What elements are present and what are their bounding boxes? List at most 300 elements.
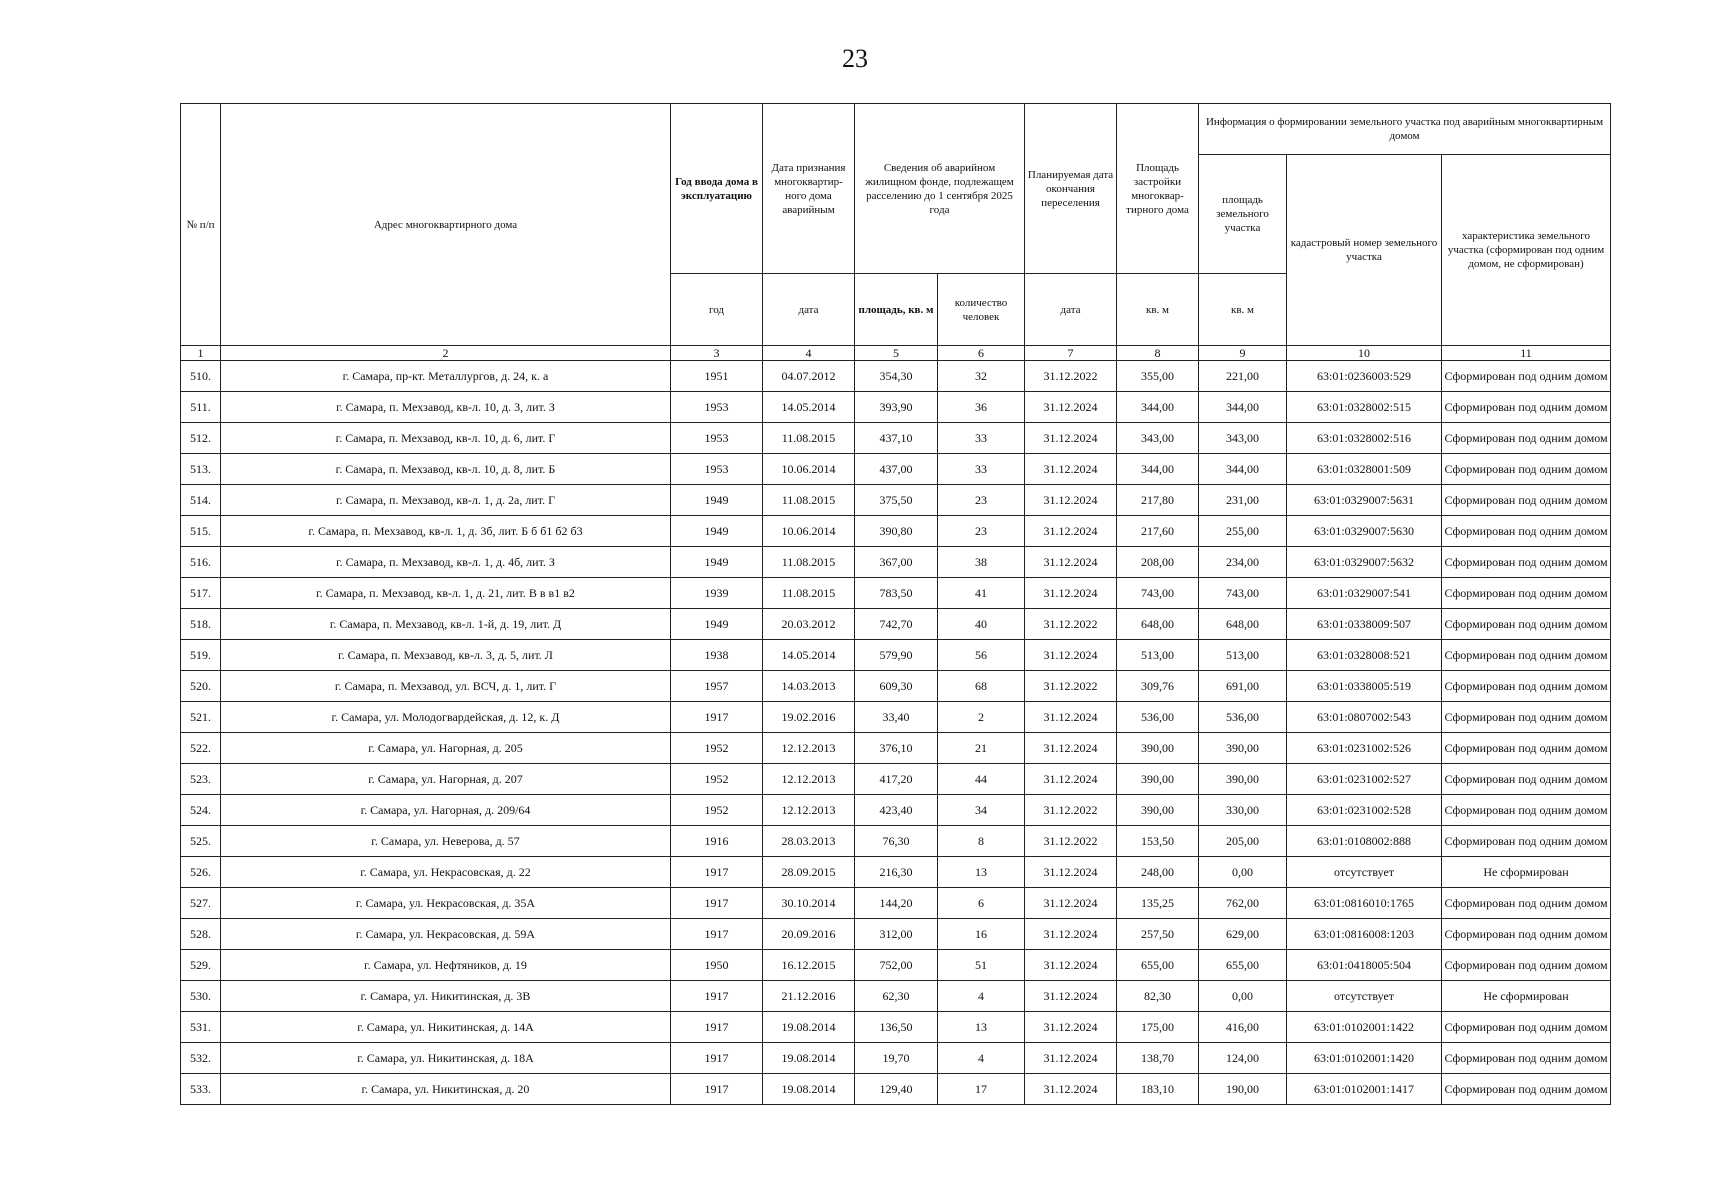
cell-area: 437,10: [855, 423, 938, 454]
cell-address: г. Самара, ул. Нефтяников, д. 19: [221, 950, 671, 981]
cell-cadastral-number: 63:01:0328001:509: [1287, 454, 1442, 485]
cell-recognition-date: 11.08.2015: [763, 423, 855, 454]
cell-cadastral-number: 63:01:0102001:1417: [1287, 1074, 1442, 1105]
cell-year: 1916: [671, 826, 763, 857]
cell-address: г. Самара, п. Мехзавод, кв-л. 10, д. 8, лит. Б: [221, 454, 671, 485]
cell-year: 1953: [671, 392, 763, 423]
cell-people: 4: [938, 1043, 1025, 1074]
cell-resettlement-date: 31.12.2024: [1025, 485, 1117, 516]
cell-land-area: 390,00: [1199, 764, 1287, 795]
table-row: [181, 485, 1611, 516]
cell-people: 21: [938, 733, 1025, 764]
cell-year: 1953: [671, 423, 763, 454]
cell-area: 376,10: [855, 733, 938, 764]
unit-people: количество человек: [938, 274, 1025, 346]
table-row: [181, 950, 1611, 981]
cell-area: 417,20: [855, 764, 938, 795]
cell-address: г. Самара, ул. Никитинская, д. 18А: [221, 1043, 671, 1074]
cell-land-status: Сформирован под одним домом: [1442, 392, 1611, 423]
cell-people: 33: [938, 454, 1025, 485]
cell-building-area: 390,00: [1117, 795, 1199, 826]
cell-row-number: 525.: [181, 826, 221, 857]
cell-recognition-date: 14.05.2014: [763, 640, 855, 671]
cell-land-status: Сформирован под одним домом: [1442, 485, 1611, 516]
cell-row-number: 510.: [181, 361, 221, 392]
header-characteristic: характеристика земельного участка (сформирован под одним домом, не сформирован): [1442, 155, 1611, 346]
cell-cadastral-number: 63:01:0231002:526: [1287, 733, 1442, 764]
cell-address: г. Самара, ул. Никитинская, д. 20: [221, 1074, 671, 1105]
cell-recognition-date: 11.08.2015: [763, 578, 855, 609]
column-number: 11: [1442, 346, 1611, 361]
page-number: 23: [842, 44, 868, 73]
cell-cadastral-number: 63:01:0329007:5632: [1287, 547, 1442, 578]
cell-land-status: Сформирован под одним домом: [1442, 950, 1611, 981]
cell-address: г. Самара, ул. Неверова, д. 57: [221, 826, 671, 857]
cell-row-number: 532.: [181, 1043, 221, 1074]
cell-resettlement-date: 31.12.2024: [1025, 392, 1117, 423]
cell-row-number: 521.: [181, 702, 221, 733]
cell-people: 68: [938, 671, 1025, 702]
cell-resettlement-date: 31.12.2024: [1025, 764, 1117, 795]
cell-resettlement-date: 31.12.2024: [1025, 547, 1117, 578]
cell-people: 51: [938, 950, 1025, 981]
cell-area: 76,30: [855, 826, 938, 857]
cell-land-status: Сформирован под одним домом: [1442, 640, 1611, 671]
unit-land-sqm: кв. м: [1199, 274, 1287, 346]
cell-year: 1950: [671, 950, 763, 981]
cell-recognition-date: 12.12.2013: [763, 764, 855, 795]
cell-year: 1957: [671, 671, 763, 702]
table-row: [181, 1043, 1611, 1074]
cell-year: 1949: [671, 547, 763, 578]
cell-cadastral-number: 63:01:0236003:529: [1287, 361, 1442, 392]
cell-building-area: 536,00: [1117, 702, 1199, 733]
cell-resettlement-date: 31.12.2024: [1025, 423, 1117, 454]
table-row: [181, 981, 1611, 1012]
column-number: 8: [1117, 346, 1199, 361]
cell-row-number: 518.: [181, 609, 221, 640]
cell-address: г. Самара, п. Мехзавод, кв-л. 1, д. 3б, лит. Б б б1 б2 б3: [221, 516, 671, 547]
cell-resettlement-date: 31.12.2024: [1025, 1074, 1117, 1105]
cell-land-area: 762,00: [1199, 888, 1287, 919]
cell-land-status: Сформирован под одним домом: [1442, 826, 1611, 857]
cell-row-number: 528.: [181, 919, 221, 950]
cell-land-status: Сформирован под одним домом: [1442, 795, 1611, 826]
cell-cadastral-number: 63:01:0328002:515: [1287, 392, 1442, 423]
cell-land-status: Сформирован под одним домом: [1442, 609, 1611, 640]
cell-people: 33: [938, 423, 1025, 454]
cell-address: г. Самара, п. Мехзавод, кв-л. 1, д. 2а, лит. Г: [221, 485, 671, 516]
cell-row-number: 523.: [181, 764, 221, 795]
cell-resettlement-date: 31.12.2024: [1025, 950, 1117, 981]
cell-land-area: 231,00: [1199, 485, 1287, 516]
cell-row-number: 516.: [181, 547, 221, 578]
cell-land-status: Сформирован под одним домом: [1442, 888, 1611, 919]
cell-row-number: 519.: [181, 640, 221, 671]
table-row: [181, 888, 1611, 919]
cell-address: г. Самара, п. Мехзавод, кв-л. 3, д. 5, лит. Л: [221, 640, 671, 671]
cell-land-status: Сформирован под одним домом: [1442, 733, 1611, 764]
cell-building-area: 655,00: [1117, 950, 1199, 981]
cell-recognition-date: 19.02.2016: [763, 702, 855, 733]
cell-building-area: 743,00: [1117, 578, 1199, 609]
cell-recognition-date: 19.08.2014: [763, 1074, 855, 1105]
cell-cadastral-number: 63:01:0328008:521: [1287, 640, 1442, 671]
cell-building-area: 344,00: [1117, 392, 1199, 423]
cell-area: 367,00: [855, 547, 938, 578]
cell-address: г. Самара, ул. Некрасовская, д. 35А: [221, 888, 671, 919]
cell-building-area: 390,00: [1117, 764, 1199, 795]
cell-cadastral-number: 63:01:0338005:519: [1287, 671, 1442, 702]
header-no: № п/п: [181, 104, 221, 346]
unit-date: дата: [763, 274, 855, 346]
cell-recognition-date: 19.08.2014: [763, 1043, 855, 1074]
cell-building-area: 344,00: [1117, 454, 1199, 485]
table-row: [181, 423, 1611, 454]
cell-row-number: 517.: [181, 578, 221, 609]
cell-area: 390,80: [855, 516, 938, 547]
cell-land-area: 0,00: [1199, 857, 1287, 888]
cell-land-area: 390,00: [1199, 733, 1287, 764]
cell-year: 1917: [671, 919, 763, 950]
cell-year: 1917: [671, 1043, 763, 1074]
cell-building-area: 513,00: [1117, 640, 1199, 671]
table-row: [181, 392, 1611, 423]
cell-building-area: 208,00: [1117, 547, 1199, 578]
cell-row-number: 533.: [181, 1074, 221, 1105]
header-cadastral: кадастровый номер земельного участка: [1287, 155, 1442, 346]
cell-area: 742,70: [855, 609, 938, 640]
cell-land-status: Сформирован под одним домом: [1442, 702, 1611, 733]
cell-building-area: 217,80: [1117, 485, 1199, 516]
cell-cadastral-number: 63:01:0329007:541: [1287, 578, 1442, 609]
cell-building-area: 217,60: [1117, 516, 1199, 547]
cell-building-area: 648,00: [1117, 609, 1199, 640]
cell-resettlement-date: 31.12.2022: [1025, 609, 1117, 640]
cell-year: 1953: [671, 454, 763, 485]
column-number: 2: [221, 346, 671, 361]
cell-address: г. Самара, п. Мехзавод, кв-л. 10, д. 3, лит. З: [221, 392, 671, 423]
cell-recognition-date: 10.06.2014: [763, 454, 855, 485]
cell-area: 579,90: [855, 640, 938, 671]
cell-land-area: 255,00: [1199, 516, 1287, 547]
cell-people: 13: [938, 1012, 1025, 1043]
table-body: [181, 361, 1611, 1105]
cell-year: 1938: [671, 640, 763, 671]
cell-people: 13: [938, 857, 1025, 888]
cell-building-area: 135,25: [1117, 888, 1199, 919]
header-resettlement-date: Планируемая дата окончания переселения: [1025, 104, 1117, 274]
cell-cadastral-number: 63:01:0807002:543: [1287, 702, 1442, 733]
cell-year: 1917: [671, 888, 763, 919]
cell-area: 129,40: [855, 1074, 938, 1105]
cell-recognition-date: 14.05.2014: [763, 392, 855, 423]
cell-building-area: 82,30: [1117, 981, 1199, 1012]
cell-year: 1917: [671, 857, 763, 888]
cell-recognition-date: 12.12.2013: [763, 795, 855, 826]
table-row: [181, 857, 1611, 888]
cell-recognition-date: 28.03.2013: [763, 826, 855, 857]
cell-row-number: 512.: [181, 423, 221, 454]
cell-people: 17: [938, 1074, 1025, 1105]
cell-area: 783,50: [855, 578, 938, 609]
cell-address: г. Самара, ул. Нагорная, д. 209/64: [221, 795, 671, 826]
table-row: [181, 702, 1611, 733]
cell-row-number: 531.: [181, 1012, 221, 1043]
cell-resettlement-date: 31.12.2024: [1025, 733, 1117, 764]
table-header: [181, 104, 1611, 361]
cell-cadastral-number: 63:01:0102001:1422: [1287, 1012, 1442, 1043]
cell-year: 1951: [671, 361, 763, 392]
cell-row-number: 520.: [181, 671, 221, 702]
cell-resettlement-date: 31.12.2024: [1025, 454, 1117, 485]
cell-resettlement-date: 31.12.2024: [1025, 857, 1117, 888]
cell-address: г. Самара, ул. Никитинская, д. 3В: [221, 981, 671, 1012]
cell-row-number: 527.: [181, 888, 221, 919]
cell-people: 23: [938, 516, 1025, 547]
cell-recognition-date: 21.12.2016: [763, 981, 855, 1012]
cell-address: г. Самара, п. Мехзавод, кв-л. 1, д. 21, лит. В в в1 в2: [221, 578, 671, 609]
cell-area: 19,70: [855, 1043, 938, 1074]
cell-resettlement-date: 31.12.2024: [1025, 578, 1117, 609]
cell-year: 1917: [671, 702, 763, 733]
cell-land-status: Сформирован под одним домом: [1442, 1043, 1611, 1074]
cell-year: 1952: [671, 733, 763, 764]
cell-area: 216,30: [855, 857, 938, 888]
cell-row-number: 526.: [181, 857, 221, 888]
cell-cadastral-number: 63:01:0231002:528: [1287, 795, 1442, 826]
cell-land-area: 205,00: [1199, 826, 1287, 857]
cell-year: 1917: [671, 1074, 763, 1105]
cell-cadastral-number: 63:01:0108002:888: [1287, 826, 1442, 857]
cell-area: 144,20: [855, 888, 938, 919]
cell-area: 136,50: [855, 1012, 938, 1043]
cell-year: 1949: [671, 609, 763, 640]
cell-land-status: Сформирован под одним домом: [1442, 578, 1611, 609]
header-land-area: площадь земельного участка: [1199, 155, 1287, 274]
cell-land-area: 344,00: [1199, 392, 1287, 423]
header-recognition-date: Дата признания многоквартир-ного дома аварийным: [763, 104, 855, 274]
cell-recognition-date: 16.12.2015: [763, 950, 855, 981]
cell-land-status: Сформирован под одним домом: [1442, 671, 1611, 702]
cell-people: 8: [938, 826, 1025, 857]
column-number: 1: [181, 346, 221, 361]
cell-land-area: 0,00: [1199, 981, 1287, 1012]
table-row: [181, 1012, 1611, 1043]
cell-area: 33,40: [855, 702, 938, 733]
cell-year: 1917: [671, 981, 763, 1012]
cell-land-status: Сформирован под одним домом: [1442, 423, 1611, 454]
header-land-info: Информация о формировании земельного участка под аварийным многоквартирным домом: [1199, 104, 1611, 155]
cell-area: 375,50: [855, 485, 938, 516]
cell-recognition-date: 20.03.2012: [763, 609, 855, 640]
cell-address: г. Самара, п. Мехзавод, кв-л. 1, д. 4б, лит. З: [221, 547, 671, 578]
table-row: [181, 361, 1611, 392]
cell-land-status: Сформирован под одним домом: [1442, 1012, 1611, 1043]
cell-people: 23: [938, 485, 1025, 516]
cell-building-area: 309,76: [1117, 671, 1199, 702]
header-fund-info: Сведения об аварийном жилищном фонде, подлежащем расселению до 1 сентября 2025 года: [855, 104, 1025, 274]
cell-resettlement-date: 31.12.2024: [1025, 919, 1117, 950]
table-row: [181, 733, 1611, 764]
cell-land-status: Не сформирован: [1442, 857, 1611, 888]
cell-address: г. Самара, п. Мехзавод, кв-л. 1-й, д. 19, лит. Д: [221, 609, 671, 640]
column-number: 3: [671, 346, 763, 361]
table-row: [181, 640, 1611, 671]
column-number: 10: [1287, 346, 1442, 361]
cell-building-area: 355,00: [1117, 361, 1199, 392]
cell-resettlement-date: 31.12.2024: [1025, 981, 1117, 1012]
cell-land-status: Сформирован под одним домом: [1442, 547, 1611, 578]
cell-land-status: Сформирован под одним домом: [1442, 454, 1611, 485]
cell-address: г. Самара, ул. Некрасовская, д. 22: [221, 857, 671, 888]
cell-land-status: Сформирован под одним домом: [1442, 516, 1611, 547]
cell-building-area: 138,70: [1117, 1043, 1199, 1074]
cell-land-area: 343,00: [1199, 423, 1287, 454]
cell-resettlement-date: 31.12.2024: [1025, 888, 1117, 919]
cell-cadastral-number: 63:01:0418005:504: [1287, 950, 1442, 981]
cell-resettlement-date: 31.12.2024: [1025, 1043, 1117, 1074]
table-row: [181, 671, 1611, 702]
cell-address: г. Самара, ул. Молодогвардейская, д. 12, к. Д: [221, 702, 671, 733]
cell-address: г. Самара, п. Мехзавод, кв-л. 10, д. 6, лит. Г: [221, 423, 671, 454]
cell-land-area: 190,00: [1199, 1074, 1287, 1105]
cell-year: 1939: [671, 578, 763, 609]
unit-building-sqm: кв. м: [1117, 274, 1199, 346]
cell-people: 36: [938, 392, 1025, 423]
cell-area: 752,00: [855, 950, 938, 981]
cell-year: 1952: [671, 795, 763, 826]
cell-year: 1949: [671, 516, 763, 547]
cell-resettlement-date: 31.12.2024: [1025, 640, 1117, 671]
cell-people: 6: [938, 888, 1025, 919]
cell-land-status: Сформирован под одним домом: [1442, 919, 1611, 950]
cell-cadastral-number: 63:01:0329007:5631: [1287, 485, 1442, 516]
cell-recognition-date: 12.12.2013: [763, 733, 855, 764]
unit-area: площадь, кв. м: [855, 274, 938, 346]
cell-land-area: 691,00: [1199, 671, 1287, 702]
cell-cadastral-number: 63:01:0329007:5630: [1287, 516, 1442, 547]
cell-area: 312,00: [855, 919, 938, 950]
cell-recognition-date: 20.09.2016: [763, 919, 855, 950]
cell-address: г. Самара, ул. Нагорная, д. 205: [221, 733, 671, 764]
cell-cadastral-number: отсутствует: [1287, 857, 1442, 888]
cell-recognition-date: 10.06.2014: [763, 516, 855, 547]
header-address: Адрес многоквартирного дома: [221, 104, 671, 346]
cell-row-number: 511.: [181, 392, 221, 423]
cell-resettlement-date: 31.12.2022: [1025, 795, 1117, 826]
cell-resettlement-date: 31.12.2022: [1025, 826, 1117, 857]
table-row: [181, 764, 1611, 795]
cell-land-area: 344,00: [1199, 454, 1287, 485]
column-number: 7: [1025, 346, 1117, 361]
cell-address: г. Самара, ул. Некрасовская, д. 59А: [221, 919, 671, 950]
cell-land-area: 655,00: [1199, 950, 1287, 981]
cell-year: 1952: [671, 764, 763, 795]
cell-resettlement-date: 31.12.2022: [1025, 671, 1117, 702]
cell-people: 2: [938, 702, 1025, 733]
cell-land-area: 536,00: [1199, 702, 1287, 733]
cell-recognition-date: 04.07.2012: [763, 361, 855, 392]
column-number: 5: [855, 346, 938, 361]
cell-people: 40: [938, 609, 1025, 640]
cell-land-area: 743,00: [1199, 578, 1287, 609]
cell-recognition-date: 28.09.2015: [763, 857, 855, 888]
cell-people: 32: [938, 361, 1025, 392]
cell-land-area: 513,00: [1199, 640, 1287, 671]
table-row: [181, 578, 1611, 609]
cell-resettlement-date: 31.12.2022: [1025, 361, 1117, 392]
table-row: [181, 1074, 1611, 1105]
cell-resettlement-date: 31.12.2024: [1025, 1012, 1117, 1043]
cell-row-number: 529.: [181, 950, 221, 981]
header-building-area: Площадь застройки многоквар-тирного дома: [1117, 104, 1199, 274]
cell-recognition-date: 11.08.2015: [763, 485, 855, 516]
cell-building-area: 257,50: [1117, 919, 1199, 950]
cell-people: 56: [938, 640, 1025, 671]
column-numbers-row: [181, 346, 1611, 361]
column-number: 4: [763, 346, 855, 361]
unit-year: год: [671, 274, 763, 346]
table-row: [181, 795, 1611, 826]
cell-cadastral-number: 63:01:0816010:1765: [1287, 888, 1442, 919]
cell-building-area: 183,10: [1117, 1074, 1199, 1105]
cell-building-area: 390,00: [1117, 733, 1199, 764]
cell-row-number: 514.: [181, 485, 221, 516]
cell-building-area: 248,00: [1117, 857, 1199, 888]
cell-land-status: Не сформирован: [1442, 981, 1611, 1012]
cell-area: 393,90: [855, 392, 938, 423]
cell-address: г. Самара, пр-кт. Металлургов, д. 24, к. а: [221, 361, 671, 392]
cell-land-area: 629,00: [1199, 919, 1287, 950]
cell-address: г. Самара, ул. Никитинская, д. 14А: [221, 1012, 671, 1043]
cell-people: 41: [938, 578, 1025, 609]
cell-recognition-date: 14.03.2013: [763, 671, 855, 702]
column-number: 6: [938, 346, 1025, 361]
table-row: [181, 516, 1611, 547]
cell-land-area: 648,00: [1199, 609, 1287, 640]
cell-area: 437,00: [855, 454, 938, 485]
cell-people: 44: [938, 764, 1025, 795]
cell-area: 62,30: [855, 981, 938, 1012]
cell-recognition-date: 11.08.2015: [763, 547, 855, 578]
cell-land-status: Сформирован под одним домом: [1442, 1074, 1611, 1105]
cell-land-area: 330,00: [1199, 795, 1287, 826]
cell-recognition-date: 30.10.2014: [763, 888, 855, 919]
cell-row-number: 522.: [181, 733, 221, 764]
cell-year: 1949: [671, 485, 763, 516]
emergency-housing-table: [180, 103, 1611, 1105]
header-year: Год ввода дома в эксплуатацию: [671, 104, 763, 274]
cell-cadastral-number: 63:01:0338009:507: [1287, 609, 1442, 640]
cell-cadastral-number: 63:01:0231002:527: [1287, 764, 1442, 795]
column-number: 9: [1199, 346, 1287, 361]
cell-land-status: Сформирован под одним домом: [1442, 361, 1611, 392]
cell-building-area: 153,50: [1117, 826, 1199, 857]
cell-people: 4: [938, 981, 1025, 1012]
cell-row-number: 524.: [181, 795, 221, 826]
cell-address: г. Самара, ул. Нагорная, д. 207: [221, 764, 671, 795]
cell-people: 34: [938, 795, 1025, 826]
cell-cadastral-number: 63:01:0102001:1420: [1287, 1043, 1442, 1074]
cell-address: г. Самара, п. Мехзавод, ул. ВСЧ, д. 1, лит. Г: [221, 671, 671, 702]
table-row: [181, 454, 1611, 485]
cell-area: 609,30: [855, 671, 938, 702]
table-row: [181, 919, 1611, 950]
cell-land-area: 234,00: [1199, 547, 1287, 578]
cell-resettlement-date: 31.12.2024: [1025, 702, 1117, 733]
cell-cadastral-number: отсутствует: [1287, 981, 1442, 1012]
